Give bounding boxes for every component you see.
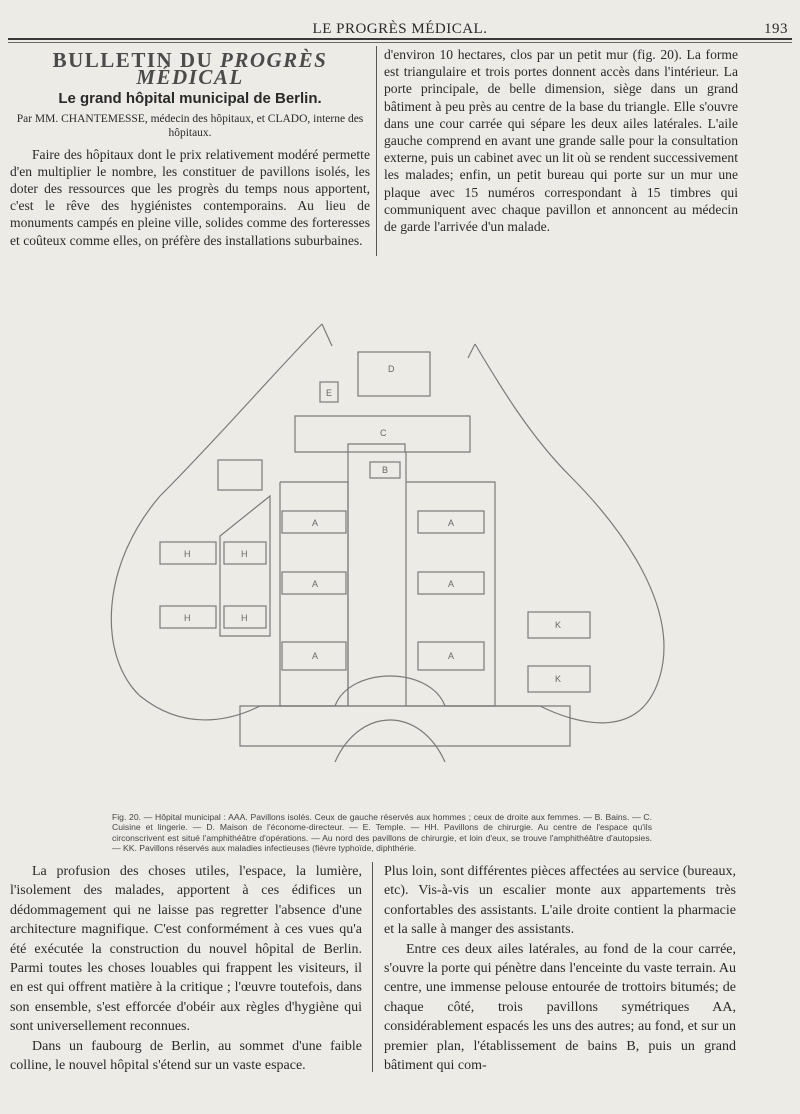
label-a: A bbox=[448, 579, 455, 589]
column-divider bbox=[376, 46, 377, 256]
left-column-top bbox=[10, 46, 370, 249]
label-c: C bbox=[380, 428, 387, 438]
label-h: H bbox=[241, 613, 248, 623]
paragraph: Plus loin, sont différentes pièces affectées au service (bureaux, etc). Vis-à-vis un escalier monte aux appartements très confortables des assistants. L'aile droite contient la pharmacie et la salle à manger des assistants. bbox=[384, 864, 736, 938]
bulletin-title bbox=[10, 48, 370, 90]
label-d: D bbox=[388, 364, 395, 374]
label-b: B bbox=[382, 465, 389, 475]
bulletin-prefix: BULLETIN DU bbox=[52, 48, 214, 72]
central-court bbox=[348, 452, 406, 706]
paragraph: d'environ 10 hectares, clos par un petit mur (fig. 20). La forme est triangulaire et trois portes donnent accès dans l'intérieur. La porte principale, de belle dimension, siège dans un grand bâtiment à peu près au centre de la base du triangle. Elle s'ouvre dans une cour carrée qui sépare les deux ailes latérales. L'aile gauche comprend en avant une grande salle pour la consultation externe, puis un cabinet avec un lit où se rendent successivement les malades; enfin, un petit bureau qui porte sur un mur une plaque avec 15 numéros correspondant à 15 timbres qui communiquent avec chaque pavillon et annoncent au médecin de garde l'arrivée d'un malade. bbox=[384, 47, 738, 235]
column-divider bbox=[372, 862, 373, 1072]
label-a: A bbox=[312, 518, 319, 528]
label-h: H bbox=[184, 549, 191, 559]
label-h: H bbox=[184, 613, 191, 623]
bulletin-journal: PROGRÈS MÉDICAL bbox=[136, 48, 328, 90]
label-e: E bbox=[326, 388, 333, 398]
bottom-gate-arc bbox=[335, 720, 445, 762]
label-a: A bbox=[312, 651, 319, 661]
paragraph: La profusion des choses utiles, l'espace, la lumière, l'isolement des malades, apportent à ces édifices un dédommagement qui ne laisse pas regretter l'absence d'une architecture magnifique. C'est conformément à ces vues qu'a été exécutée la construction du nouvel hôpital de Berlin. Parmi toutes les choses louables qui frappent les visiteurs, il en est qui offrent matière à la critique ; l'œuvre toutefois, dans son ensemble, s'est efforcée d'obéir aux règles d'hygiène qui sont universellement reconnues. bbox=[10, 864, 362, 1035]
hospital-plan-figure bbox=[100, 276, 700, 816]
label-k: K bbox=[555, 674, 562, 684]
paragraph: Faire des hôpitaux dont le prix relativement modéré permette d'en multiplier le nombre, les constituer de pavillons isolés, les doter des ressources que les progrès du temps nous apportent, c'est le rêve des hygiénistes contemporains. Au lieu de monuments campés en pleine ville, solides comme des forteresses et coûteux comme elles, on préfère des installations suburbaines. bbox=[10, 146, 370, 248]
journal-name: LE PROGRÈS MÉDICAL. bbox=[312, 21, 488, 37]
page-number: 193 bbox=[764, 21, 788, 37]
paragraph: Dans un faubourg de Berlin, au sommet d'une faible colline, le nouvel hôpital s'étend sur un vaste espace. bbox=[10, 1038, 362, 1074]
paragraph: Entre ces deux ailes latérales, au fond de la cour carrée, s'ouvre la porte qui pénètre dans l'enceinte du vaste terrain. Au centre, une immense pelouse entourée de trottoirs bitumés; de chaque côté, trois pavillons symétriques AA, considérablement espacés les uns des autres; au fond, et sur un premier plan, l'établissement de bains B, puis un grand bâtiment qui com- bbox=[384, 941, 736, 1074]
left-column-bottom bbox=[10, 862, 362, 1075]
main-entrance-building bbox=[240, 706, 570, 746]
running-head bbox=[8, 14, 792, 38]
article-title: Le grand hôpital municipal de Berlin. bbox=[58, 90, 322, 108]
right-column-top bbox=[384, 46, 738, 235]
building-d bbox=[358, 352, 430, 396]
label-h: H bbox=[241, 549, 248, 559]
small-block-left bbox=[218, 460, 262, 490]
label-k: K bbox=[555, 620, 562, 630]
header-rule bbox=[8, 38, 792, 40]
label-a: A bbox=[448, 651, 455, 661]
header-rule-thin bbox=[8, 42, 792, 43]
label-a: A bbox=[312, 579, 319, 589]
right-column-bottom bbox=[384, 862, 736, 1075]
figure-caption: Fig. 20. — Hôpital municipal : AAA. Pavillons isolés. Ceux de gauche réservés aux hommes ; ceux de droite aux femmes. — B. Bains. — C. Cuisine et lingerie. — D. Maison de l'économe-directeur. — E. Temple. — HH. Pavillons de chirurgie. Au centre de l'espace qu'ils circonscrivent est situé l'amphithéâtre d'opérations. — Au nord des pavillons de chirurgie, et loin d'eux, se trouve l'amphithéâtre d'autopsies. — KK. Pavillons réservés aux maladies infectieuses (fièvre typhoïde, diphthérie. bbox=[112, 812, 652, 854]
enclosure-wall bbox=[111, 324, 664, 723]
label-a: A bbox=[448, 518, 455, 528]
byline: Par MM. CHANTEMESSE, médecin des hôpitaux, et CLADO, interne des hôpitaux. bbox=[16, 112, 364, 139]
